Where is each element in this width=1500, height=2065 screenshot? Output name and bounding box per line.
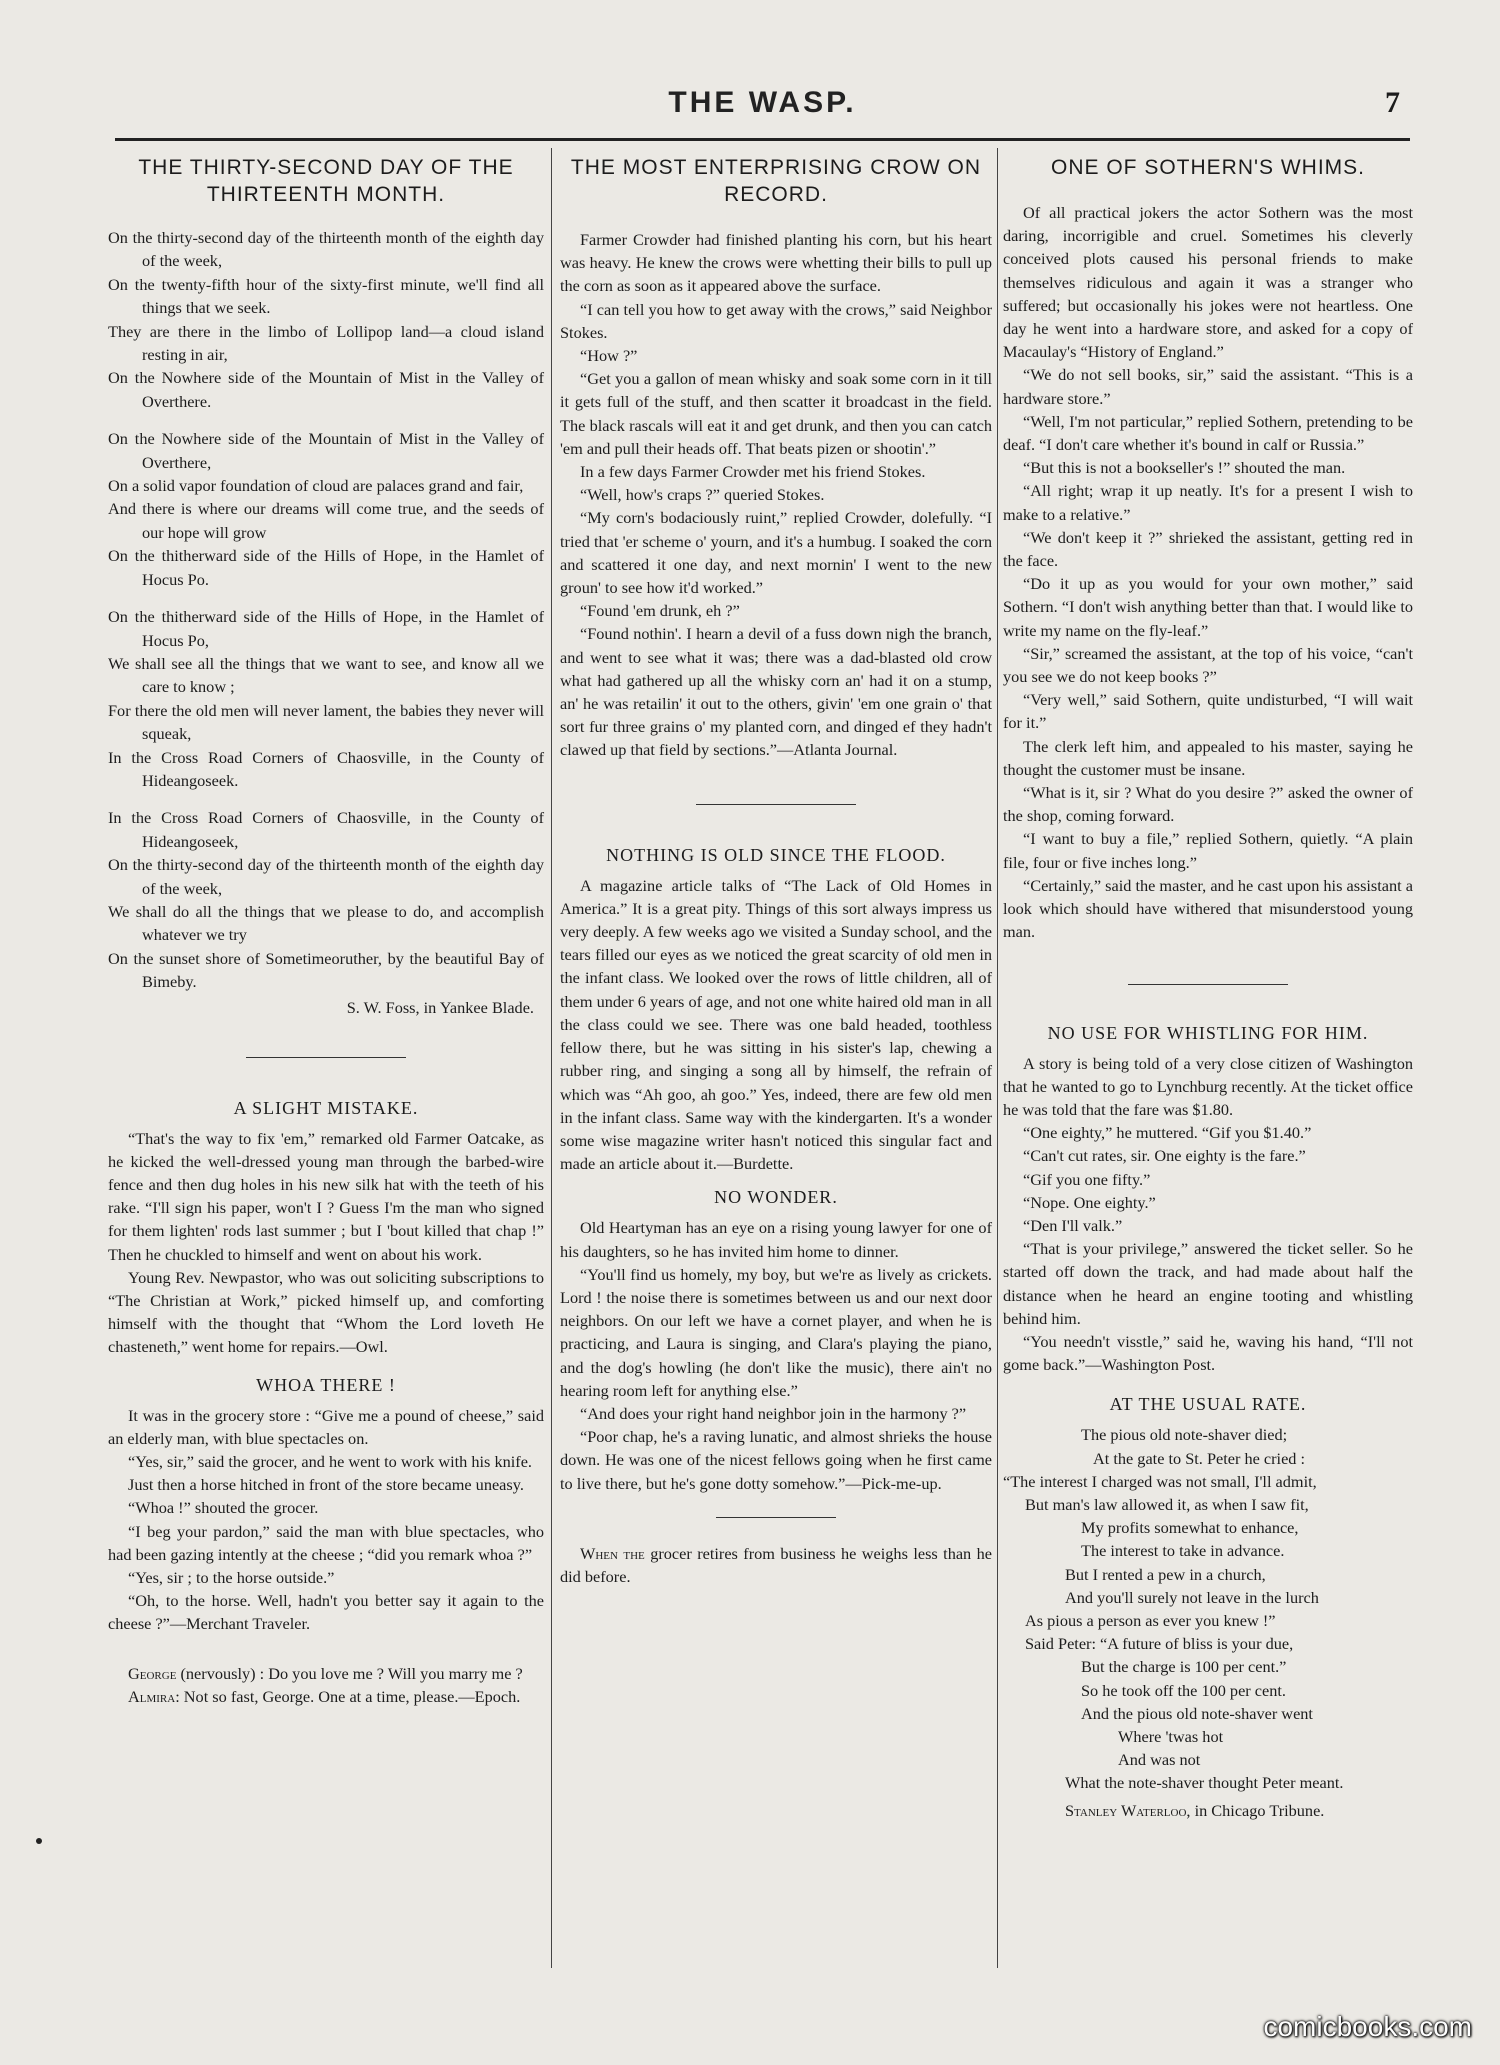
dialogue [108,1662,544,1708]
verse-line: They are there in the limbo of Lollipop land—a cloud island resting in air, [108,321,544,365]
verse-line: On the thitherward side of the Hills of Hope, in the Hamlet of Hocus Po. [108,546,544,589]
page-number: 7 [1385,86,1400,119]
paragraph: “You'll find us homely, my boy, but we're as lively as crickets. Lord ! the noise there is sometimes between us and our next door neighbors. On our left we have a cornet player, and when he is practicing, and Laura is singing, and Clara's playing the piano, and the dog's howling (he don't like the music), there ain't no hearing room left for anything else.” [560,1264,992,1400]
paragraph: Farmer Crowder had finished planting his corn, but his heart was heavy. He knew the crows were whetting their bills to pull up the corn as soon as it appeared above the surface. [560,230,992,296]
verse-line: What the note-shaver thought Peter meant. [1065,1773,1344,1793]
paragraph: It was in the grocery store : “Give me a pound of cheese,” said an elderly man, with blue spectacles on. [108,1405,544,1448]
column-2 [560,150,992,1588]
paragraph: “Get you a gallon of mean whisky and soak some corn in it till it gets full of the stuff, and then scatter it broadcast in the field. The black rascals will eat it and get drunk, and then you can catch 'em and pull their heads off. That beats pizen or shootin'.” [560,369,992,458]
paragraph: “You needn't visstle,” said he, waving his hand, “I'll not gome back.”—Washington Post. [1003,1331,1413,1375]
article-body [560,228,992,762]
verse-line: Said Peter: “A future of bliss is your due, [1025,1634,1294,1654]
article-body [560,1216,992,1494]
paragraph: A magazine article talks of “The Lack of Old Homes in America.” It is a great pity. Things of this sort always impress us very deeply. A few weeks ago we visited a Sunday school, and the tears filled our eyes as we noticed the great scarcity of old men in the infant class. We looked over the rows of little children, all of them under 6 years of age, and not one white haired old man in all the class could we see. There was one bald headed, toothless fellow there, but he was sitting in his sister's lap, chewing a rubber ring, and singing a song all by himself, the refrain of which was “Ah goo, ah goo.” Yes, indeed, there are few old men in the infant class. Same way with the kindergarten. It's a wonder some wise magazine writer hasn't noticed this singular fact and made an article about it.—Burdette. [560,875,992,1174]
paragraph: “Can't cut rates, sir. One eighty is the fare.” [1023,1146,1306,1166]
paragraph: “I can tell you how to get away with the crows,” said Neighbor Stokes. [560,299,992,342]
article-title: NO WONDER. [714,1187,838,1208]
paragraph: “How ?” [580,346,638,366]
author-name: Stanley Waterloo [1065,1800,1187,1820]
dialogue-line [108,1685,544,1708]
verse-line: On the twenty-fifth hour of the sixty-first minute, we'll find all things that we seek. [108,274,544,318]
dialogue-text: : Not so fast, George. One at a time, please.—Epoch. [175,1686,521,1706]
verse-line: On the sunset shore of Sometimeoruther, by the beautiful Bay of Bimeby. [108,948,544,992]
article-title: A SLIGHT MISTAKE. [233,1097,419,1118]
paragraph: A story is being told of a very close citizen of Washington that he wanted to go to Lynchburg recently. At the ticket office he was told that the fare was $1.80. [1003,1053,1413,1119]
paragraph: Of all practical jokers the actor Sothern was the most daring, incorrigible and cruel. Sometimes his cleverly conceived plots caused his personal friends to make themselves ridiculous and again it was a stranger who suffered; but occasionally his jokes were not heartless. One day he went into a hardware store, and asked for a copy of Macaulay's “History of England.” [1003,203,1413,362]
publication-title: THE WASP. [668,86,857,119]
section-separator [716,1517,836,1518]
paragraph: “All right; wrap it up neatly. It's for a present I wish to make to a relative.” [1003,481,1413,524]
margin-dot [36,1838,42,1844]
closing-text: grocer retires from business he weighs less than he did before. [560,1543,992,1586]
article-body [108,1404,544,1636]
paragraph: “Gif you one fifty.” [1023,1169,1151,1189]
poem-body [108,226,544,1019]
paragraph: “Den I'll valk.” [1023,1215,1123,1235]
verse-line: And you'll surely not leave in the lurch [1065,1587,1319,1607]
paragraph: “And does your right hand neighbor join in the harmony ?” [580,1403,967,1423]
stanza [108,605,544,792]
paragraph: “Certainly,” said the master, and he cast upon his assistant a look which should have withered that misunderstood young man. [1003,875,1413,942]
section-separator [1128,984,1288,985]
verse-line: At the gate to St. Peter he cried : [1093,1448,1306,1468]
verse-line: Where 'twas hot [1118,1726,1224,1746]
paragraph: Young Rev. Newpastor, who was out soliciting subscriptions to “The Christian at Work,” picked himself up, and comforting himself with the thought that “Whom the Lord loveth He chasteneth,” went home for repairs.—Owl. [108,1267,544,1357]
verse-line: For there the old men will never lament, the babies they never will squeak, [108,700,544,744]
article-title: NO USE FOR WHISTLING FOR HIM. [1047,1022,1369,1043]
paragraph: “I want to buy a file,” replied Sothern, quietly. “A plain file, four or five inches long.” [1003,829,1413,872]
article-body [108,1127,544,1359]
speaker-name: Almira [128,1686,176,1706]
verse-line: But the charge is 100 per cent.” [1081,1657,1287,1677]
article-body [1003,201,1413,944]
paragraph: “What is it, sir ? What do you desire ?” asked the owner of the shop, coming forward. [1003,783,1413,826]
paragraph: In a few days Farmer Crowder met his friend Stokes. [580,462,926,482]
article-body [1003,1052,1413,1377]
verse-line: But I rented a pew in a church, [1065,1564,1266,1584]
verse-line: On the Nowhere side of the Mountain of Mist in the Valley of Overthere, [108,429,544,472]
stanza [108,226,544,413]
paragraph: “That's the way to fix 'em,” remarked old Farmer Oatcake, as he kicked the well-dressed young man through the barbed-wire fence and then dug holes in his new silk hat with the teeth of his rake. “I'll sign his paper, won't I ? Guess I'm the man who signed for them lighten' rods last summer ; but I 'bout killed that chap !” Then he chuckled to himself and went on about his work. [108,1128,544,1264]
lead-words: When the [580,1543,645,1563]
verse-line: On the thirty-second day of the thirteenth month of the eighth day of the week, [108,228,544,271]
verse-line: The interest to take in advance. [1081,1541,1285,1561]
paragraph: “We don't keep it ?” shrieked the assistant, getting red in the face. [1003,527,1413,571]
paragraph: Just then a horse hitched in front of the store became uneasy. [128,1475,524,1495]
verse-line: But man's law allowed it, as when I saw fit, [1025,1494,1309,1514]
paragraph: “Do it up as you would for your own mother,” said Sothern. “I don't wish anything better than that. I would like to write my name on the fly-leaf.” [1003,574,1413,640]
paragraph: “That is your privilege,” answered the ticket seller. So he started off down the track, and had made about half the distance when he heard an engine tooting and whistling behind him. [1003,1239,1413,1328]
paragraph: “One eighty,” he muttered. “Gif you $1.40.” [1023,1123,1312,1143]
section-separator [696,804,856,805]
paragraph: “Nope. One eighty.” [1023,1192,1156,1212]
poem-body [1003,1423,1413,1821]
paragraph: “Oh, to the horse. Well, hadn't you better say it again to the cheese ?”—Merchant Traveler. [108,1591,544,1634]
article-title: THE MOST ENTERPRISING CROW ON RECORD. [570,156,982,206]
paragraph: “I beg your pardon,” said the man with blue spectacles, who had been gazing intently at the cheese ; “did you remark whoa ?” [108,1521,544,1564]
verse-line: On a solid vapor foundation of cloud are palaces grand and fair, [108,476,524,496]
paragraph: “Found 'em drunk, eh ?” [580,601,740,621]
paragraph: “My corn's bodaciously ruint,” replied Crowder, dolefully. “I tried that 'er scheme o' yourn, and it's a humbug. I soaked the corn and scattered it one day, and next mornin' I went to the new groun' to see how it'd worked.” [560,508,992,598]
paragraph: “We do not sell books, sir,” said the assistant. “This is a hardware store.” [1003,365,1413,408]
article-title: WHOA THERE ! [256,1374,396,1395]
verse-line: In the Cross Road Corners of Chaosville, in the County of Hideangoseek, [108,808,544,851]
column-divider-2 [997,148,998,1968]
paragraph: “Whoa !” shouted the grocer. [128,1498,319,1518]
watermark-logo: comicbooks.com [1263,2011,1472,2042]
poem-attribution [1003,1799,1413,1822]
dialogue-line [108,1662,544,1685]
article-title: NOTHING IS OLD SINCE THE FLOOD. [606,844,946,865]
speaker-name: George [128,1663,177,1683]
closing-note [560,1542,992,1588]
paragraph: “Well, how's craps ?” queried Stokes. [580,485,825,505]
verse-line: And the pious old note-shaver went [1081,1703,1313,1723]
dialogue-text: (nervously) : Do you love me ? Will you marry me ? [180,1663,523,1683]
paragraph: “Very well,” said Sothern, quite undisturbed, “I will wait for it.” [1003,690,1413,733]
paragraph: The clerk left him, and appealed to his master, saying he thought the customer must be insane. [1003,736,1413,779]
column-divider-1 [551,148,552,1968]
paragraph: “Sir,” screamed the assistant, at the top of his voice, “can't you see we do not keep books ?” [1003,643,1413,687]
verse-line: On the Nowhere side of the Mountain of Mist in the Valley of Overthere. [108,368,544,411]
paragraph [560,1542,992,1588]
verse-line: As pious a person as ever you knew !” [1025,1610,1276,1630]
paragraph: “Found nothin'. I hearn a devil of a fuss down nigh the branch, and went to see what it was; there was a dad-blasted old crow what had gathered up all the whisky corn an' had it on a stump, an' he was retailin' it out to the others, givin' 'em one grain o' that sort fur three grains o' my planted corn, and dinged ef they hadn't clawed up that field by sections.”—Atlanta Journal. [560,624,992,760]
paragraph: “Well, I'm not particular,” replied Sothern, pretending to be deaf. “I don't care whether it's bound in calf or Russia.” [1003,411,1413,455]
poem-title: AT THE USUAL RATE. [1109,1394,1307,1415]
verse-line: And there is where our dreams will come true, and the seeds of our hope will grow [108,499,544,542]
paragraph: “But this is not a bookseller's !” shouted the man. [1023,458,1346,478]
stanza [108,806,544,993]
header-rule [115,138,1410,141]
verse-line: “The interest I charged was not small, I'll admit, [1003,1471,1317,1491]
verse-line: And was not [1118,1750,1201,1770]
paragraph: Old Heartyman has an eye on a rising young lawyer for one of his daughters, so he has invited him home to dinner. [560,1218,992,1261]
verse-line: We shall do all the things that we please to do, and accomplish whatever we try [108,901,544,945]
verse-line: So he took off the 100 per cent. [1081,1680,1286,1700]
stanza [108,427,544,591]
column-1 [108,150,544,1708]
article-title: ONE OF SOTHERN'S WHIMS. [1050,156,1366,179]
section-separator [246,1057,406,1058]
verse-line: On the thirty-second day of the thirteenth month of the eighth day of the week, [108,855,544,898]
poem-attribution: S. W. Foss, in Yankee Blade. [346,997,534,1017]
article-body [560,874,992,1176]
verse-line: We shall see all the things that we want to see, and know all we care to know ; [108,653,544,697]
paragraph: “Yes, sir,” said the grocer, and he went to work with his knife. [128,1452,532,1472]
verse-line: My profits somewhat to enhance, [1081,1518,1299,1538]
attribution-source: , in Chicago Tribune. [1186,1800,1325,1820]
verse-line: On the thitherward side of the Hills of Hope, in the Hamlet of Hocus Po, [108,607,544,650]
column-3 [1003,150,1413,1822]
paragraph: “Poor chap, he's a raving lunatic, and almost shrieks the house down. He was one of the nicest fellows going when he first came to live there, but he's gone dotty somehow.”—Pick-me-up. [560,1427,992,1493]
masthead [115,86,1410,126]
verse-line: The pious old note-shaver died; [1081,1425,1288,1445]
poem-title: THE THIRTY-SECOND DAY OF THE THIRTEENTH MONTH. [138,156,514,206]
verse-line: In the Cross Road Corners of Chaosville, in the County of Hideangoseek. [108,747,544,790]
paragraph: “Yes, sir ; to the horse outside.” [128,1568,335,1588]
